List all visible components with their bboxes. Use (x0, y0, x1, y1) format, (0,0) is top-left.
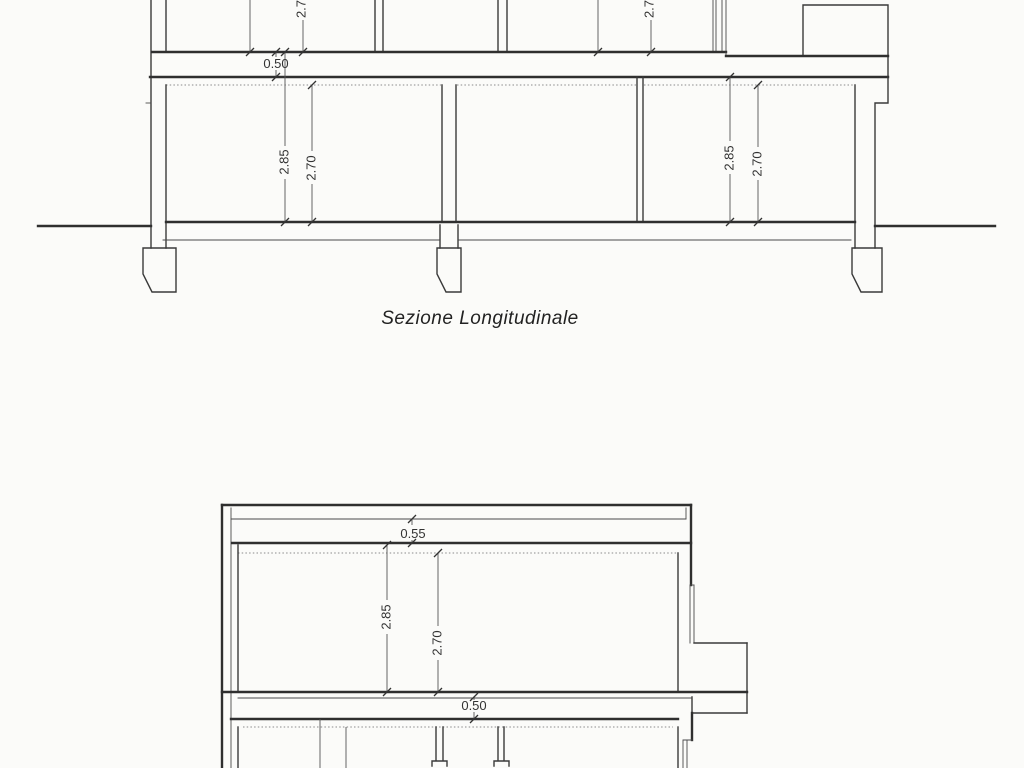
dim-label-roomC-270: 2.70 (749, 151, 765, 177)
dim-label-floor-050: 0.50 (461, 698, 487, 713)
dim-label-roomA-285: 2.85 (276, 149, 292, 175)
foundation-footings (143, 248, 882, 292)
roof-parapet (222, 505, 691, 768)
lower-floor-walls (238, 713, 692, 768)
dim-label-upper-room3-height: 2.7 (641, 0, 657, 19)
transverse-section (222, 505, 747, 768)
dim-label-roomC-285: 2.85 (721, 145, 737, 171)
dim-label-room-270: 2.70 (429, 630, 445, 656)
main-room-walls (238, 545, 694, 692)
upper-floor-slab (150, 52, 888, 85)
dim-label-slab-050: 0.50 (263, 56, 289, 71)
balcony (692, 643, 747, 713)
dim-label-roomA-270: 2.70 (303, 155, 319, 181)
dim-label-upper-room1-height: 2.7 (293, 0, 309, 19)
upper-floor-walls (146, 0, 726, 248)
dim-label-roof-055: 0.55 (400, 526, 426, 541)
drawing-caption: Sezione Longitudinale (381, 308, 579, 329)
ground-lines (38, 222, 995, 248)
dimension-lines-bottom (320, 515, 478, 768)
dim-label-room-285: 2.85 (378, 604, 394, 630)
dimension-lines-top (246, 0, 765, 226)
longitudinal-section (38, 0, 995, 329)
roof-stair-volume (803, 5, 888, 77)
